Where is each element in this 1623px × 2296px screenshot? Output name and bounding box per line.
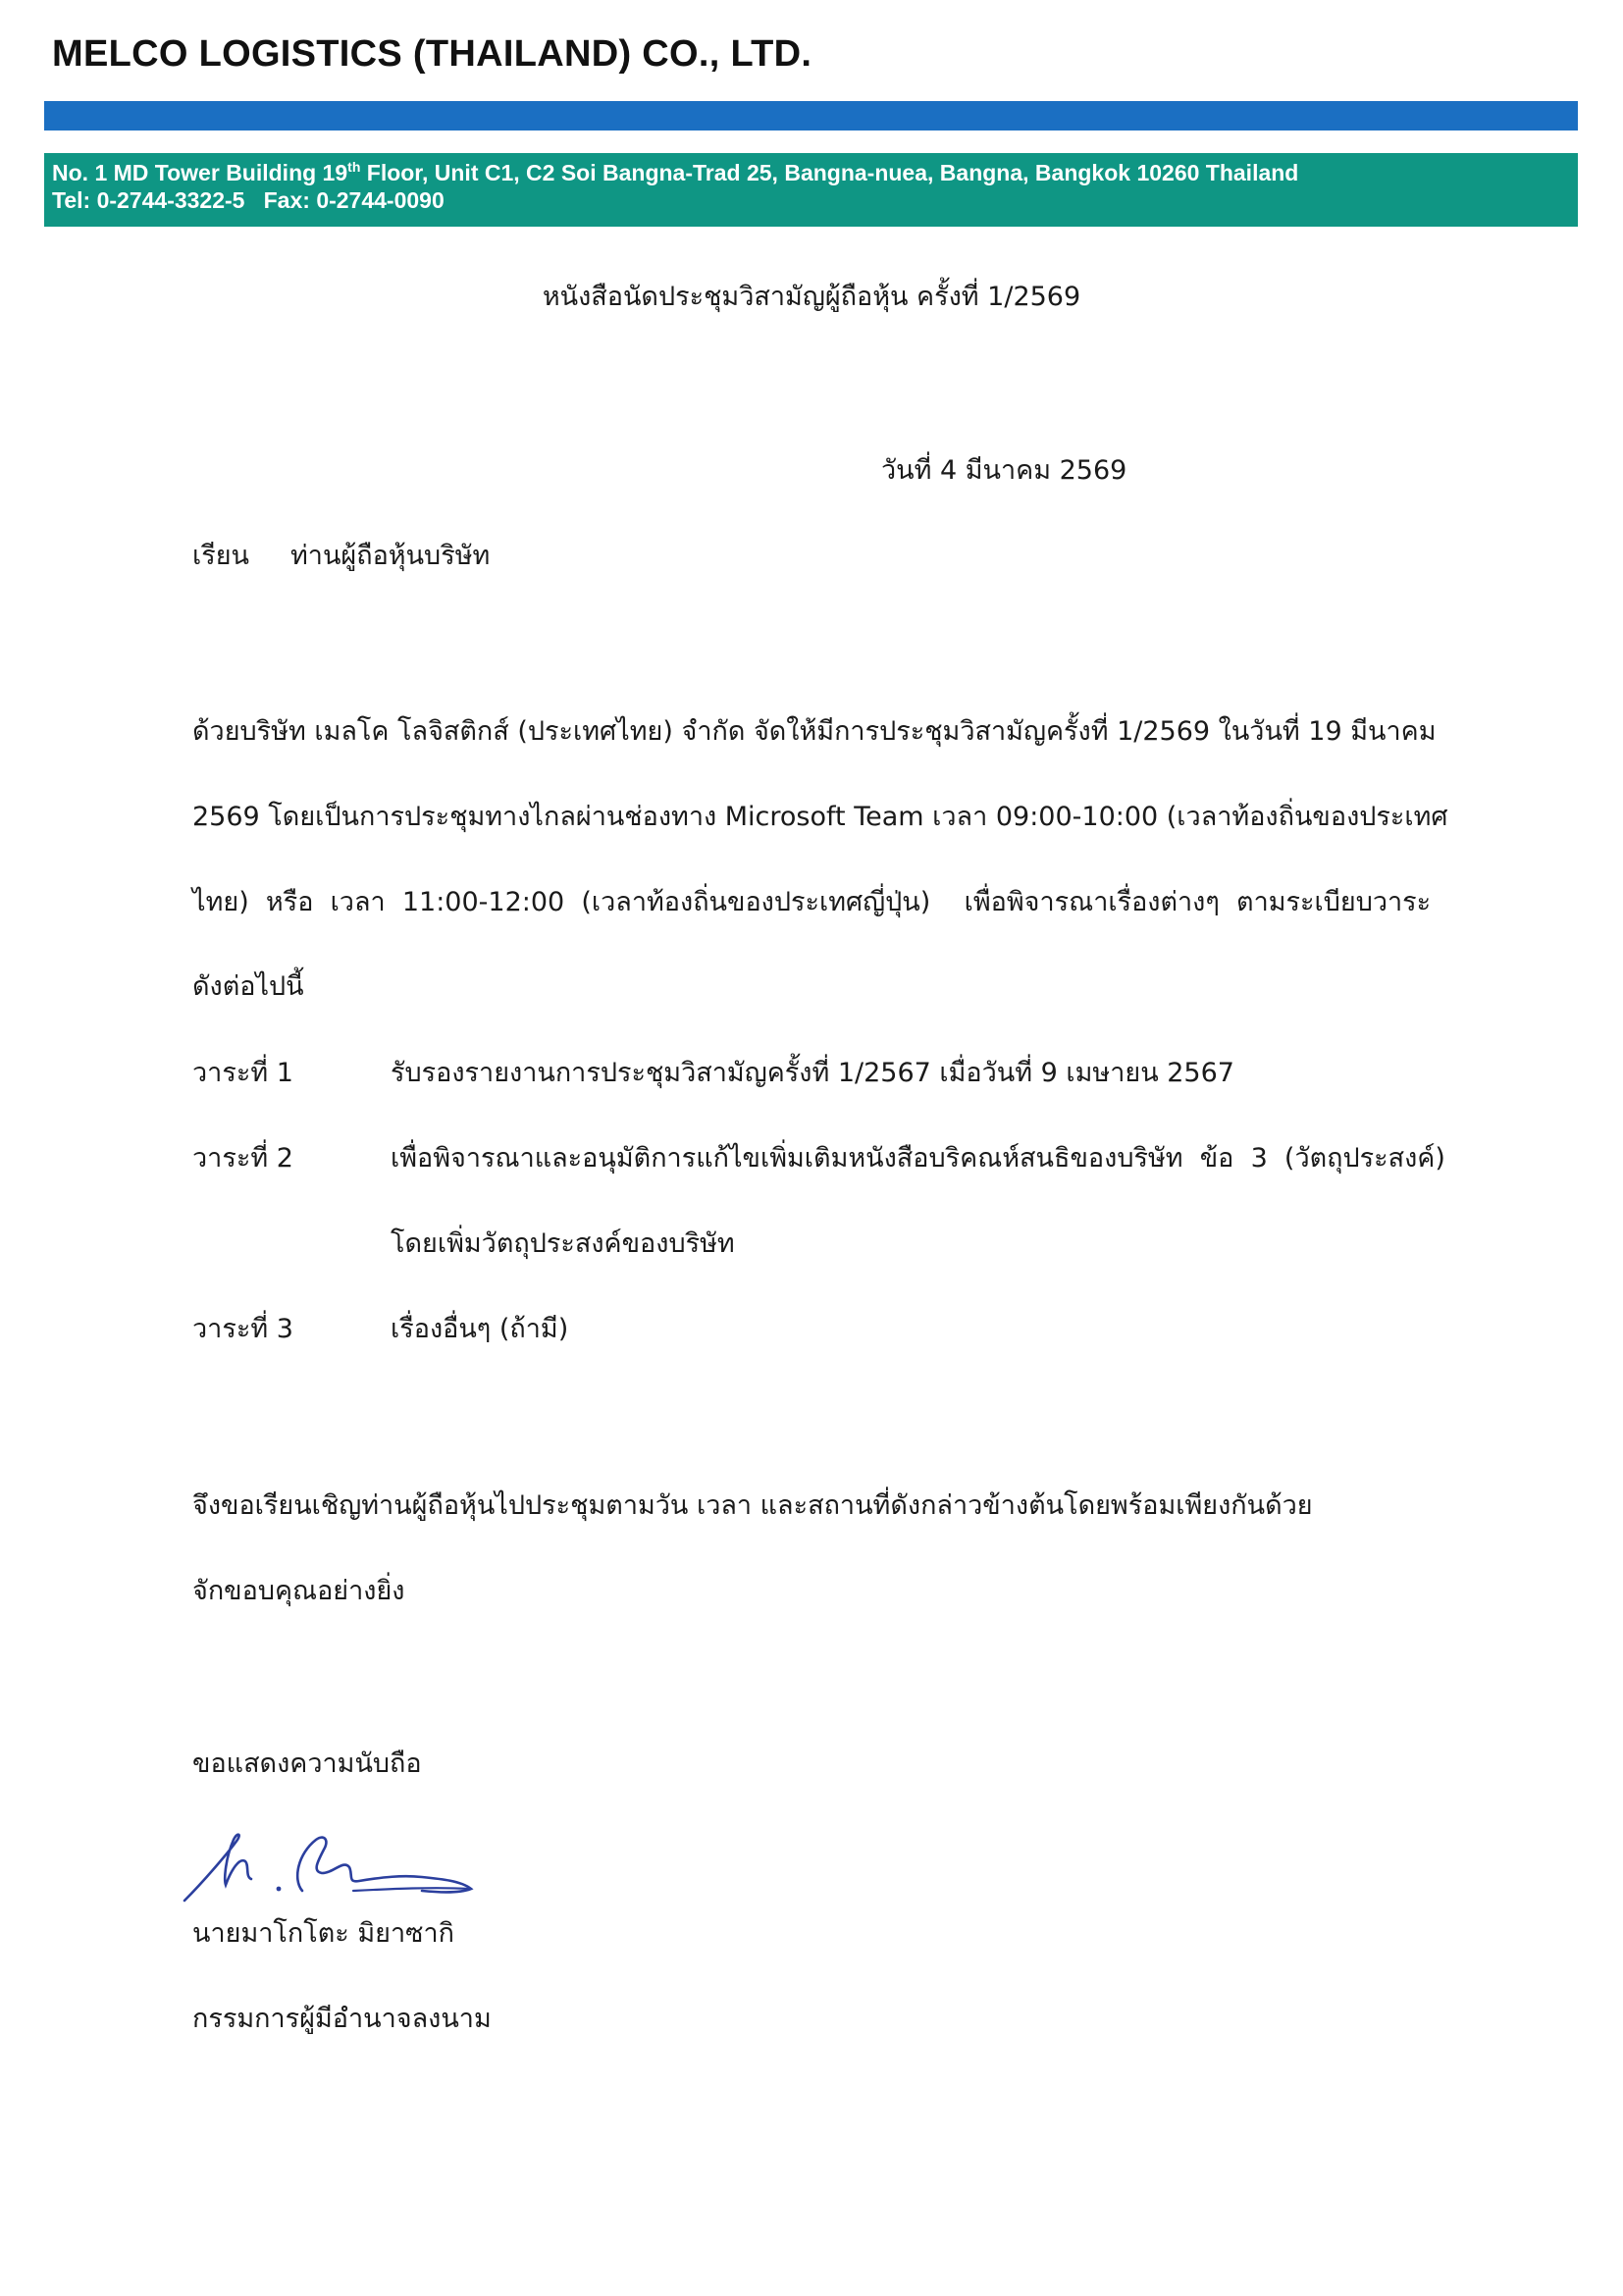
agenda-text: โดยเพิ่มวัตถุประสงค์ของบริษัท [391, 1228, 735, 1259]
handwritten-signature [177, 1810, 569, 1918]
agenda-text: เพื่อพิจารณาและอนุมัติการแก้ไขเพิ่มเติมหนังสือบริคณห์สนธิของบริษัท ข้อ 3 (วัตถุประสงค์) [391, 1143, 1445, 1174]
agenda-text: รับรองรายงานการประชุมวิสามัญครั้งที่ 1/2567 เมื่อวันที่ 9 เมษายน 2567 [391, 1058, 1234, 1088]
body-line: ด้วยบริษัท เมลโค โลจิสติกส์ (ประเทศไทย) จำกัด จัดให้มีการประชุมวิสามัญครั้งที่ 1/2569 ในวันที่ 19 มีนาคม [192, 716, 1437, 747]
signer-name: นายมาโกโตะ มิยาซากิ [192, 1918, 454, 1949]
agenda-label: วาระที่ 2 [192, 1143, 293, 1174]
header-address-bar [44, 153, 1578, 227]
signer-title: กรรมการผู้มีอำนาจลงนาม [192, 2004, 492, 2034]
body-line: 2569 โดยเป็นการประชุมทางไกลผ่านช่องทาง Microsoft Team เวลา 09:00-10:00 (เวลาท้องถิ่นของประเทศ [192, 802, 1448, 832]
agenda-text: เรื่องอื่นๆ (ถ้ามี) [391, 1314, 569, 1344]
agenda-label: วาระที่ 3 [192, 1314, 293, 1344]
header-blue-bar [44, 101, 1578, 130]
closing-line: จึงขอเรียนเชิญท่านผู้ถือหุ้นไปประชุมตามวัน เวลา และสถานที่ดังกล่าวข้างต้นโดยพร้อมเพียงกันด้วย [192, 1490, 1313, 1521]
letter-date: วันที่ 4 มีนาคม 2569 [881, 455, 1127, 486]
closing-line: จักขอบคุณอย่างยิ่ง [192, 1576, 405, 1606]
letter-title: หนังสือนัดประชุมวิสามัญผู้ถือหุ้น ครั้งที่ 1/2569 [542, 282, 1081, 312]
agenda-label: วาระที่ 1 [192, 1058, 293, 1088]
regards: ขอแสดงความนับถือ [192, 1748, 422, 1779]
company-contact: Tel: 0-2744-3322-5 Fax: 0-2744-0090 [52, 187, 445, 213]
body-line: ดังต่อไปนี้ [192, 971, 304, 1002]
company-name: MELCO LOGISTICS (THAILAND) CO., LTD. [52, 33, 812, 75]
salutation-recipient: ท่านผู้ถือหุ้นบริษัท [290, 541, 491, 571]
body-line: ไทย) หรือ เวลา 11:00-12:00 (เวลาท้องถิ่นของประเทศญี่ปุ่น) เพื่อพิจารณาเรื่องต่างๆ ตามระเบียบวาระ [192, 887, 1432, 917]
company-address: No. 1 MD Tower Building 19th Floor, Unit C1, C2 Soi Bangna-Trad 25, Bangna-nuea, Bangna, Bangkok 10260 Thailand [52, 159, 1299, 185]
salutation-label: เรียน [192, 541, 250, 571]
